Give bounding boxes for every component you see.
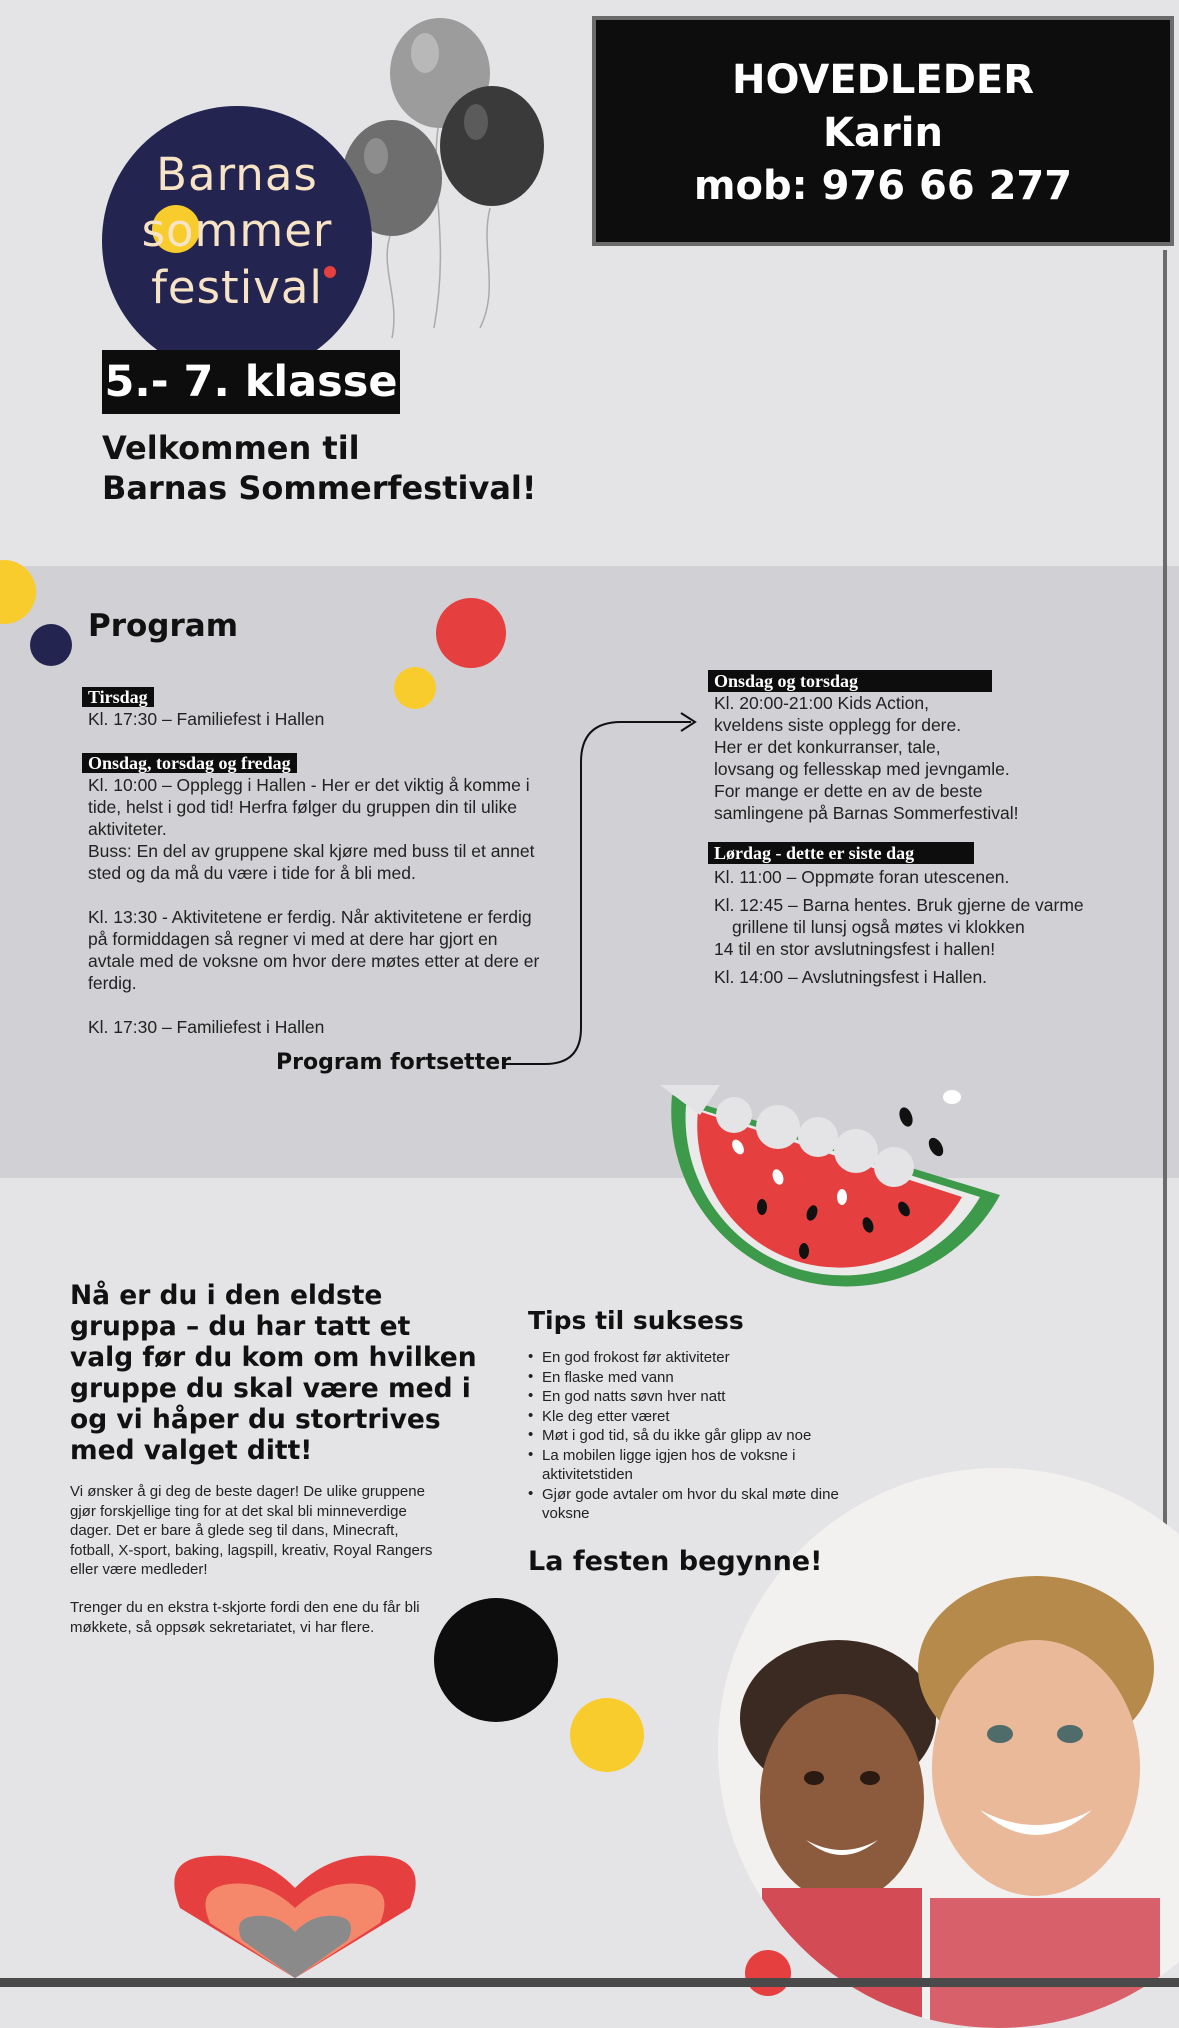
program-line: grillene til lunsj også møtes vi klokken bbox=[732, 917, 1025, 937]
decor-red-dot-bottom bbox=[745, 1950, 791, 1996]
leader-phone: mob: 976 66 277 bbox=[693, 163, 1073, 209]
list-item: • Møt i god tid, så du ikke går glipp av noe bbox=[528, 1426, 878, 1446]
program-right-column bbox=[708, 670, 1128, 988]
program-line: sted og da må du være i tide for å bli med. bbox=[88, 863, 416, 883]
logo-text-line3: festival bbox=[151, 261, 323, 314]
program-line: ferdig. bbox=[88, 973, 137, 993]
program-line: Kl. 10:00 – Opplegg i Hallen - Her er det viktig å komme i bbox=[88, 775, 530, 795]
oldest-group-paragraph-2: Trenger du en ekstra t-skjorte fordi den ene du får bli møkkete, så oppsøk sekretariatet, vi har flere. bbox=[70, 1599, 420, 1636]
program-line: 14 til en stor avslutningsfest i hallen! bbox=[714, 939, 996, 959]
decor-black-circle bbox=[434, 1598, 558, 1722]
list-item: • La mobilen ligge igjen hos de voksne i aktivitetstiden bbox=[528, 1446, 878, 1485]
program-heading-tuesday: Tirsdag bbox=[82, 687, 154, 707]
program-line: lovsang og fellesskap med jevngamle. bbox=[714, 759, 1010, 779]
watermelon-graphic bbox=[660, 1085, 1005, 1320]
welcome-heading bbox=[102, 428, 702, 508]
program-heading-saturday: Lørdag - dette er siste dag bbox=[708, 842, 974, 864]
welcome-line1: Velkommen til bbox=[102, 429, 360, 467]
program-line: Kl. 13:30 - Aktivitetene er ferdig. Når aktivitetene er ferdig bbox=[88, 907, 532, 927]
program-continues-label: Program fortsetter bbox=[276, 1050, 511, 1075]
leader-role: HOVEDLEDER bbox=[731, 57, 1035, 103]
program-line: aktiviteter. bbox=[88, 819, 167, 839]
tips-title: Tips til suksess bbox=[528, 1306, 744, 1335]
program-line: Kl. 11:00 – Oppmøte foran utescenen. bbox=[714, 867, 1010, 887]
program-line: avtale med de voksne om hvor dere møtes etter at dere er bbox=[88, 951, 540, 971]
program-line: Her er det konkurranser, tale, bbox=[714, 737, 941, 757]
program-heading-wed-thu-fri: Onsdag, torsdag og fredag bbox=[82, 753, 297, 773]
logo-text-line1: Barnas bbox=[156, 148, 318, 201]
logo-text-line2: sommer bbox=[141, 204, 333, 257]
continue-arrow bbox=[505, 712, 700, 1072]
list-item: • En flaske med vann bbox=[528, 1368, 878, 1388]
program-line: Kl. 17:30 – Familiefest i Hallen bbox=[88, 1017, 325, 1037]
decor-red-dot bbox=[436, 598, 506, 668]
list-item: • En god natts søvn hver natt bbox=[528, 1387, 878, 1407]
program-line: For mange er dette en av de beste bbox=[714, 781, 983, 801]
closing-heading: La festen begynne! bbox=[528, 1546, 823, 1577]
list-item: • Gjør gode avtaler om hvor du skal møte dine voksne bbox=[528, 1485, 878, 1524]
grade-badge: 5.- 7. klasse bbox=[102, 350, 400, 414]
program-line: tide, helst i god tid! Herfra følger du gruppen din til ulike bbox=[88, 797, 517, 817]
program-line: på formiddagen så regner vi med at dere har gjort en bbox=[88, 929, 498, 949]
oldest-group-heading: Nå er du i den eldste gruppa – du har tatt et valg før du kom om hvilken gruppe du skal være med i og vi håper du stortrives med valget ditt! bbox=[70, 1280, 477, 1466]
leader-contact-box bbox=[592, 16, 1174, 246]
program-line: kveldens siste opplegg for dere. bbox=[714, 715, 962, 735]
welcome-line2: Barnas Sommerfestival! bbox=[102, 469, 537, 507]
decor-yellow-circle bbox=[570, 1698, 644, 1772]
leader-name: Karin bbox=[823, 110, 943, 156]
program-line: Kl. 14:00 – Avslutningsfest i Hallen. bbox=[714, 967, 988, 987]
festival-logo bbox=[102, 106, 372, 376]
tips-list bbox=[528, 1348, 878, 1524]
decor-navy-dot bbox=[30, 624, 72, 666]
program-line: Kl. 12:45 – Barna hentes. Bruk gjerne de varme bbox=[714, 895, 1084, 915]
hearts-graphic bbox=[170, 1848, 420, 1978]
program-line: Kl. 20:00-21:00 Kids Action, bbox=[714, 693, 929, 713]
program-heading-wed-thu: Onsdag og torsdag bbox=[708, 670, 992, 692]
oldest-group-paragraph-1: Vi ønsker å gi deg de beste dager! De ulike gruppene gjør forskjellige ting for at det skal bli minneverdige dager. Det er bare å glede seg til dans, Minecraft, fotball, X-sport, baking, lagspill, kreativ, Royal Rangers eller være medleder! bbox=[70, 1483, 433, 1578]
program-line: Kl. 17:30 – Familiefest i Hallen bbox=[88, 709, 325, 729]
bottom-bar bbox=[0, 1978, 1179, 1987]
list-item: • Kle deg etter været bbox=[528, 1407, 878, 1427]
program-line: Buss: En del av gruppene skal kjøre med buss til et annet bbox=[88, 841, 535, 861]
program-title: Program bbox=[88, 608, 239, 644]
list-item: • En god frokost før aktiviteter bbox=[528, 1348, 878, 1368]
program-line: samlingene på Barnas Sommerfestival! bbox=[714, 803, 1019, 823]
